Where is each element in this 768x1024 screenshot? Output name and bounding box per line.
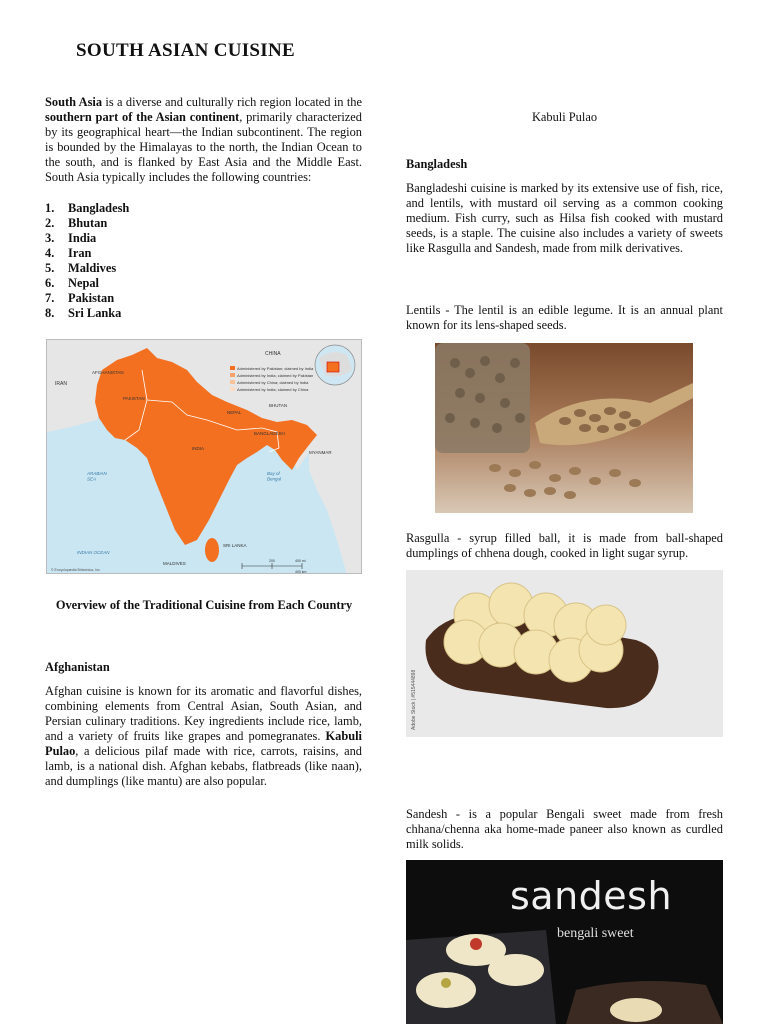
legend-item: Administered by India; claimed by China [237, 387, 309, 392]
list-item [45, 231, 362, 246]
country-list [45, 201, 362, 321]
list-number: 1. [45, 201, 55, 215]
list-number: 5. [45, 261, 55, 275]
afghanistan-text-1: Afghan cuisine is known for its aromatic and flavorful dishes, combining elements from Central Asian, South Asian, and Persian culinary traditions. Key ingredients include rice, lamb, and a variety of fruits like grapes and pomegranates. [45, 684, 362, 743]
afghanistan-text-2: , a delicious pilaf made with rice, carrots, raisins, and lamb, is a national dish. Afghan kebabs, flatbreads (like naan), and dumplings (like mantu) are also popular. [45, 744, 362, 788]
map-label-arabian-sea: ARABIAN SEA [87, 471, 107, 482]
bangladesh-paragraph: Bangladeshi cuisine is marked by its extensive use of fish, rice, and lentils, with mustard oil serving as a common cooking medium. Fish curry, such as Hilsa fish cooked with mustard seeds, is a staple. The cuisine also includes a variety of sweets like Rasgulla and Sandesh, made from milk derivatives. [406, 181, 723, 255]
map-label-iran: IRAN [55, 381, 67, 387]
map-label-indian-ocean: INDIAN OCEAN [77, 550, 110, 555]
country-name: Iran [68, 246, 92, 260]
map-label-china: CHINA [265, 351, 281, 357]
list-number: 4. [45, 246, 55, 260]
country-name: Sri Lanka [68, 306, 122, 320]
rasgulla-watermark: Adobe Stock | #515444898 [411, 669, 417, 730]
sandesh-image-title: sandesh [510, 874, 673, 918]
country-name: Bangladesh [68, 201, 130, 215]
intro-paragraph [45, 95, 362, 185]
legend-item: Administered by India; claimed by Pakistan [237, 373, 314, 378]
intro-bold-south-asia: South Asia [45, 95, 103, 109]
sandesh-paragraph: Sandesh - is a popular Bengali sweet made from fresh chhana/chenna aka home-made paneer also known as curdled milk solids. [406, 807, 723, 851]
lentils-paragraph: Lentils - The lentil is an edible legume. It is an annual plant known for its lens-shaped seeds. [406, 303, 723, 332]
south-asia-map [46, 339, 362, 574]
svg-text:400 mi: 400 mi [295, 559, 306, 563]
list-number: 8. [45, 306, 55, 320]
map-label-nepal: NEPAL [227, 410, 242, 415]
country-name: Bhutan [68, 216, 108, 230]
svg-text:400 km: 400 km [295, 570, 307, 574]
list-number: 2. [45, 216, 55, 230]
list-number: 7. [45, 291, 55, 305]
intro-text-1: is a diverse and culturally rich region located in the [102, 95, 362, 109]
map-label-bhutan: BHUTAN [269, 403, 288, 408]
map-label-bangladesh: BANGLADESH [254, 431, 285, 436]
list-number: 6. [45, 276, 55, 290]
map-credit: © Encyclopædia Britannica, Inc. [51, 568, 101, 572]
rasgulla-paragraph: Rasgulla - syrup filled ball, it is made from ball-shaped dumplings of chhena dough, cooked in light sugar syrup. [406, 531, 723, 560]
legend-item: Administered by China; claimed by India [237, 380, 309, 385]
map-label-myanmar: MYANMAR [309, 450, 332, 455]
sandesh-image-subtitle: bengali sweet [557, 926, 634, 941]
afghanistan-paragraph [45, 684, 362, 789]
kabuli-pulao-caption: Kabuli Pulao [531, 110, 598, 124]
list-number: 3. [45, 231, 55, 245]
svg-text:200: 200 [269, 559, 275, 563]
map-label-afghanistan: AFGHANISTAN [92, 370, 124, 375]
country-name: Nepal [68, 276, 99, 290]
rasgulla-photo [406, 570, 723, 737]
map-label-bay-of-bengal: Bay of Bengal [267, 471, 282, 482]
list-item [45, 276, 362, 291]
list-item [45, 216, 362, 231]
map-label-pakistan: PAKISTAN [123, 396, 145, 401]
list-item [45, 291, 362, 306]
map-label-maldives: MALDIVES [163, 561, 186, 566]
intro-text-2: , primarily characterized by its geographical heart—the Indian subcontinent. The region is bounded by the Himalayas to the north, the Indian Ocean to the south, and is flanked by East Asia and the Middle East. South Asia typically includes the following countries: [45, 110, 362, 184]
overview-heading: Overview of the Traditional Cuisine from Each Country [55, 598, 353, 612]
map-label-sri-lanka: SRI LANKA [223, 543, 247, 548]
intro-section [45, 95, 362, 321]
legend-item: Administered by Pakistan; claimed by India [237, 366, 314, 371]
list-item [45, 306, 362, 321]
lentils-photo [435, 343, 693, 513]
intro-bold-southern: southern part of the Asian continent [45, 110, 240, 124]
map-label-india: INDIA [192, 446, 205, 451]
page-title: SOUTH ASIAN CUISINE [76, 40, 295, 61]
list-item [45, 261, 362, 276]
afghanistan-heading: Afghanistan [45, 660, 110, 674]
afghanistan-bold-kabuli: Kabuli Pulao [45, 729, 362, 758]
bangladesh-heading: Bangladesh [406, 157, 468, 171]
map-inset-highlight [327, 362, 339, 372]
sandesh-photo [406, 860, 723, 1024]
list-item [45, 246, 362, 261]
list-item [45, 201, 362, 216]
country-name: Pakistan [68, 291, 115, 305]
map-sri-lanka [205, 538, 219, 562]
country-name: Maldives [68, 261, 117, 275]
country-name: India [68, 231, 97, 245]
